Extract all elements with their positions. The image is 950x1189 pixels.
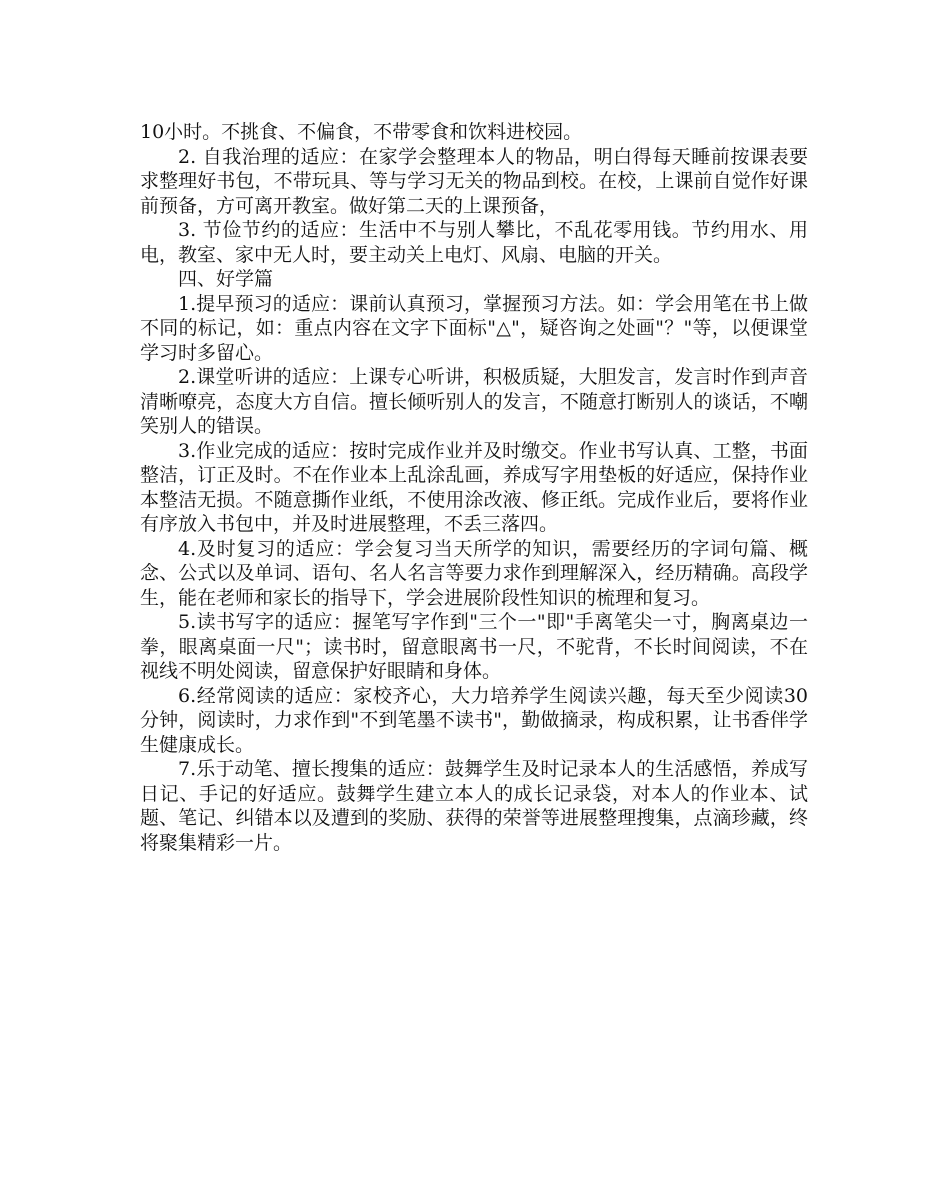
paragraph-reading-writing: 5.读书写字的适应：握笔写字作到"三个一"即"手离笔尖一寸，胸离桌边一拳，眼离桌面一尺"；读书时，留意眼离书一尺，不驼背，不长时间阅读，不在视线不明处阅读，留意保护好眼睛和身体。 xyxy=(140,611,808,682)
paragraph-diet-continued: 10小时。不挑食、不偏食，不带零食和饮料进校园。 xyxy=(140,121,583,143)
document-body xyxy=(140,120,808,855)
paragraph-review: 4.及时复习的适应：学会复习当天所学的知识，需要经历的字词句篇、概念、公式以及单词、语句、名人名言等要力求作到理解深入，经历精确。高段学生，能在老师和家长的指导下，学会进展阶段性知识的梳理和复习。 xyxy=(140,537,808,609)
paragraph-frugality: 3. 节俭节约的适应：生活中不与别人攀比，不乱花零用钱。节约用水、用电，教室、家中无人时，要主动关上电灯、风扇、电脑的开关。 xyxy=(140,219,808,266)
paragraph-regular-reading: 6.经常阅读的适应：家校齐心，大力培养学生阅读兴趣，每天至少阅读30分钟，阅读时，力求作到"不到笔墨不读书"，勤做摘录，构成积累，让书香伴学生健康成长。 xyxy=(140,684,808,756)
section-heading-studious: 四、好学篇 xyxy=(178,268,274,290)
paragraph-collecting: 7.乐于动笔、擅长搜集的适应：鼓舞学生及时记录本人的生活感悟，养成写日记、手记的好适应。鼓舞学生建立本人的成长记录袋，对本人的作业本、试题、笔记、纠错本以及遭到的奖励、获得的荣誉等进展整理搜集，点滴珍藏，终将聚集精彩一片。 xyxy=(140,758,808,854)
paragraph-preview: 1.提早预习的适应：课前认真预习，掌握预习方法。如：学会用笔在书上做不同的标记，如：重点内容在文字下面标"△"，疑咨询之处画"？"等，以便课堂学习时多留心。 xyxy=(140,292,808,364)
paragraph-listening: 2.课堂听讲的适应：上课专心听讲，积极质疑，大胆发言，发言时作到声音清晰嘹亮，态度大方自信。擅长倾听别人的发言，不随意打断别人的谈话，不嘲笑别人的错误。 xyxy=(140,366,808,437)
paragraph-homework: 3.作业完成的适应：按时完成作业并及时缴交。作业书写认真、工整，书面整洁，订正及时。不在作业本上乱涂乱画，养成写字用垫板的好适应，保持作业本整洁无损。不随意撕作业纸，不使用涂改液、修正纸。完成作业后，要将作业有序放入书包中，并及时进展整理，不丢三落四。 xyxy=(140,439,808,535)
paragraph-self-management: 2. 自我治理的适应：在家学会整理本人的物品，明白得每天睡前按课表要求整理好书包，不带玩具、等与学习无关的物品到校。在校，上课前自觉作好课前预备，方可离开教室。做好第二天的上课预备， xyxy=(140,145,808,217)
